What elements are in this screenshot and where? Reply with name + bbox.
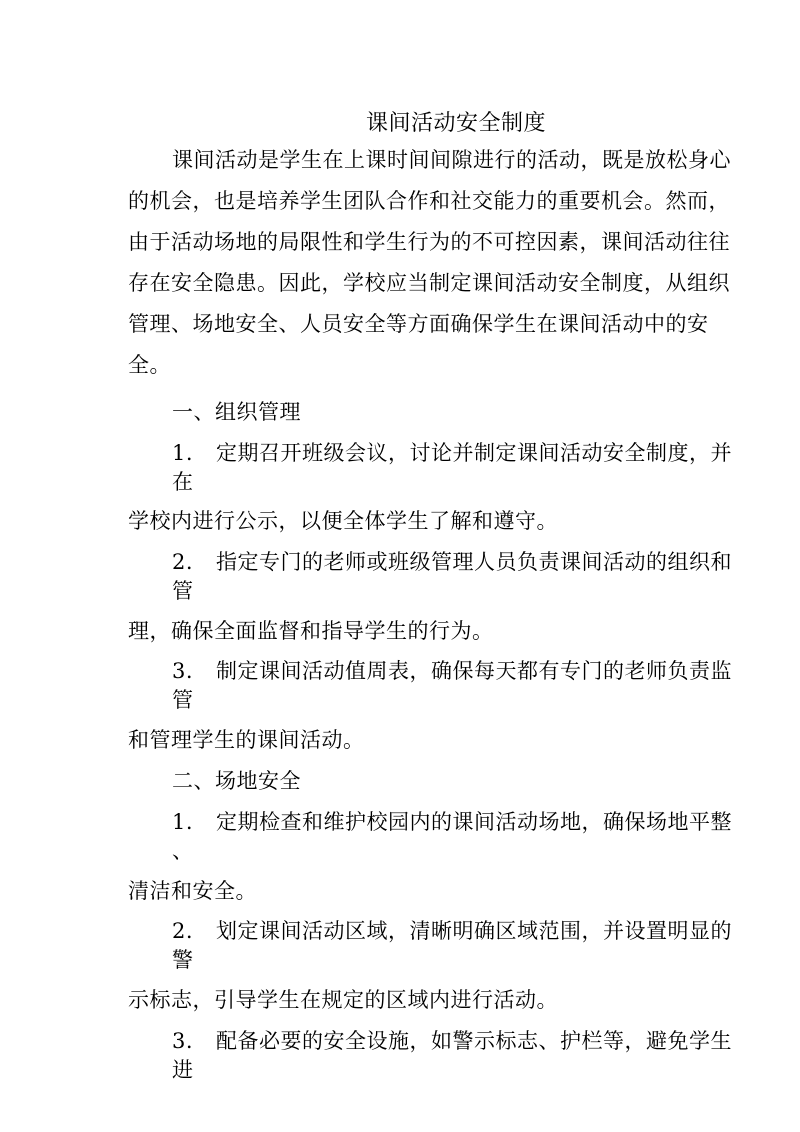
item-continuation: 学校内进行公示，以便全体学生了解和遵守。 <box>128 509 558 533</box>
item-wrap-char: 警 <box>172 948 194 972</box>
item-text: 定期检查和维护校园内的课间活动场地，确保场地平整 <box>216 810 732 834</box>
item-continuation: 理，确保全面监督和指导学生的行为。 <box>128 619 494 643</box>
item-wrap-char: 管 <box>172 688 194 712</box>
list-item <box>172 548 732 576</box>
item-wrap-char: 管 <box>172 579 194 603</box>
list-item <box>172 657 732 685</box>
intro-line-2: 的机会，也是培养学生团队合作和社交能力的重要机会。然而， <box>128 189 730 213</box>
item-text: 定期召开班级会议，讨论并制定课间活动安全制度，并 <box>216 441 732 465</box>
item-number: 2. <box>172 550 194 574</box>
section-heading-site-safety: 二、场地安全 <box>172 769 301 793</box>
intro-line-3: 由于活动场地的局限性和学生行为的不可控因素，课间活动往往 <box>128 230 730 254</box>
item-continuation: 示标志，引导学生在规定的区域内进行活动。 <box>128 988 558 1012</box>
intro-line-1: 课间活动是学生在上课时间间隙进行的活动，既是放松身心 <box>172 148 731 172</box>
item-text: 指定专门的老师或班级管理人员负责课间活动的组织和 <box>216 550 732 574</box>
document-title: 课间活动安全制度 <box>366 111 547 136</box>
intro-line-5: 管理、场地安全、人员安全等方面确保学生在课间活动中的安 <box>128 312 709 336</box>
item-text: 划定课间活动区域，清晰明确区域范围，并设置明显的 <box>216 919 732 943</box>
item-text: 制定课间活动值周表，确保每天都有专门的老师负责监 <box>216 659 732 683</box>
list-item <box>172 917 732 945</box>
item-continuation: 和管理学生的课间活动。 <box>128 728 365 752</box>
item-wrap-char: 进 <box>172 1058 194 1082</box>
item-wrap-char: 在 <box>172 470 194 494</box>
section-heading-organization: 一、组织管理 <box>172 400 301 424</box>
item-number: 1. <box>172 441 194 465</box>
item-wrap-char: 、 <box>172 839 194 863</box>
item-continuation: 清洁和安全。 <box>128 879 257 903</box>
item-text: 配备必要的安全设施，如警示标志、护栏等，避免学生 <box>216 1029 732 1053</box>
intro-line-4: 存在安全隐患。因此，学校应当制定课间活动安全制度，从组织 <box>128 271 730 295</box>
list-item <box>172 1027 732 1055</box>
list-item <box>172 808 732 836</box>
list-item <box>172 439 732 467</box>
item-number: 2. <box>172 919 194 943</box>
item-number: 3. <box>172 1029 194 1053</box>
item-number: 3. <box>172 659 194 683</box>
intro-line-6: 全。 <box>128 353 171 377</box>
item-number: 1. <box>172 810 194 834</box>
